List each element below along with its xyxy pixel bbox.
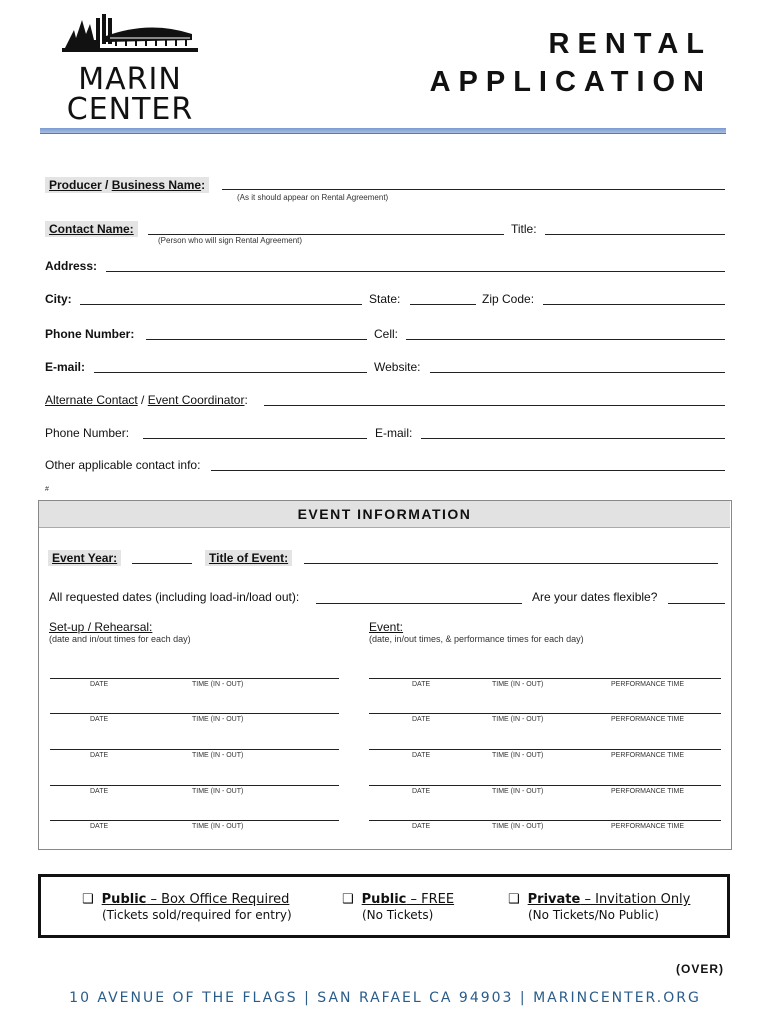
event-schedule-label: Event: <box>369 620 404 634</box>
setup-row-line[interactable] <box>50 749 339 750</box>
alt-contact-label-text: Alternate Contact <box>45 393 138 407</box>
setup-date-caption: DATE <box>90 788 109 795</box>
page-title-line1: RENTAL <box>548 28 712 60</box>
event-performance-caption: PERFORMANCE TIME <box>611 752 684 759</box>
ticket-option-title: Private <box>527 892 581 907</box>
ticket-option-title: Public <box>101 892 147 907</box>
event-coordinator-label-text: Event Coordinator <box>147 393 245 407</box>
contact-name-field[interactable] <box>148 234 504 235</box>
event-performance-caption: PERFORMANCE TIME <box>611 823 684 830</box>
ticket-option-line <box>342 892 454 907</box>
event-performance-caption: PERFORMANCE TIME <box>611 681 684 688</box>
event-time-caption: TIME (IN - OUT) <box>492 788 544 795</box>
event-time-caption: TIME (IN - OUT) <box>492 681 544 688</box>
event-title-label: Title of Event: <box>205 550 292 566</box>
setup-row-line[interactable] <box>50 785 339 786</box>
dates-flexible-label: Are your dates flexible? <box>532 590 658 604</box>
alt-email-field[interactable] <box>421 438 725 439</box>
setup-time-caption: TIME (IN - OUT) <box>192 788 244 795</box>
setup-time-caption: TIME (IN - OUT) <box>192 716 244 723</box>
setup-rehearsal-label: Set-up / Rehearsal: <box>49 620 153 634</box>
ticket-option[interactable] <box>508 892 690 922</box>
event-performance-caption: PERFORMANCE TIME <box>611 788 684 795</box>
ticket-option-desc: – FREE <box>406 892 455 907</box>
ticket-option-title: Public <box>361 892 407 907</box>
city-label: City: <box>45 292 72 306</box>
setup-date-caption: DATE <box>90 752 109 759</box>
event-time-caption: TIME (IN - OUT) <box>492 823 544 830</box>
hash-mark: # <box>45 486 49 493</box>
other-contact-label: Other applicable contact info: <box>45 458 201 472</box>
event-information-title: EVENT INFORMATION <box>297 506 472 522</box>
producer-field[interactable] <box>222 189 725 190</box>
producer-hint: (As it should appear on Rental Agreement) <box>237 193 389 202</box>
over-note: (OVER) <box>676 962 724 976</box>
event-time-caption: TIME (IN - OUT) <box>492 752 544 759</box>
ticket-option[interactable] <box>342 892 454 922</box>
address-field[interactable] <box>106 271 725 272</box>
event-title-field[interactable] <box>304 563 718 564</box>
alt-contact-label <box>45 393 248 407</box>
ticket-option-line <box>508 892 690 907</box>
page-title-line2: APPLICATION <box>429 66 712 98</box>
ticket-option-sub: (No Tickets/No Public) <box>528 908 659 922</box>
setup-rehearsal-hint: (date and in/out times for each day) <box>49 634 191 644</box>
dates-flexible-field[interactable] <box>668 603 725 604</box>
event-row-line[interactable] <box>369 713 721 714</box>
checkbox-icon[interactable]: ❑ <box>508 892 520 907</box>
setup-row-line[interactable] <box>50 820 339 821</box>
event-row-line[interactable] <box>369 749 721 750</box>
alt-email-label: E-mail: <box>375 426 413 440</box>
website-label: Website: <box>374 360 421 374</box>
marin-center-logo <box>60 10 200 127</box>
event-row-line[interactable] <box>369 678 721 679</box>
producer-label <box>45 177 209 193</box>
setup-date-caption: DATE <box>90 823 109 830</box>
event-year-field[interactable] <box>132 563 192 564</box>
event-time-caption: TIME (IN - OUT) <box>492 716 544 723</box>
producer-label-sep: / <box>101 178 112 192</box>
ticket-option-desc: – Box Office Required <box>146 892 290 907</box>
header-rule <box>40 128 726 134</box>
alt-contact-label-sep: / <box>137 393 148 407</box>
event-date-caption: DATE <box>412 752 431 759</box>
logo-line-marin: MARIN <box>78 62 182 97</box>
title-label: Title: <box>511 222 537 236</box>
checkbox-icon[interactable]: ❑ <box>82 892 94 907</box>
setup-time-caption: TIME (IN - OUT) <box>192 681 244 688</box>
logo-line-center: CENTER <box>66 92 194 127</box>
address-label: Address: <box>45 259 98 273</box>
website-field[interactable] <box>430 372 725 373</box>
state-field[interactable] <box>410 304 476 305</box>
event-performance-caption: PERFORMANCE TIME <box>611 716 684 723</box>
email-label: E-mail: <box>45 360 86 374</box>
requested-dates-field[interactable] <box>316 603 522 604</box>
setup-row-line[interactable] <box>50 713 339 714</box>
ticket-option-desc: – Invitation Only <box>580 892 691 907</box>
producer-label-text: Producer <box>49 178 102 192</box>
setup-date-caption: DATE <box>90 681 109 688</box>
cell-label: Cell: <box>374 327 399 341</box>
cell-field[interactable] <box>406 339 725 340</box>
logo-building-icon <box>60 10 200 60</box>
other-contact-field[interactable] <box>211 470 725 471</box>
event-date-caption: DATE <box>412 716 431 723</box>
alt-phone-label: Phone Number: <box>45 426 130 440</box>
event-row-line[interactable] <box>369 820 721 821</box>
alt-contact-field[interactable] <box>264 405 725 406</box>
setup-time-caption: TIME (IN - OUT) <box>192 752 244 759</box>
event-date-caption: DATE <box>412 681 431 688</box>
alt-contact-label-colon: : <box>244 393 248 407</box>
ticket-option-sub: (No Tickets) <box>362 908 434 922</box>
event-schedule-hint: (date, in/out times, & performance times for each day) <box>369 634 584 644</box>
business-name-label-text: Business Name <box>111 178 202 192</box>
ticket-option-line <box>82 892 292 907</box>
requested-dates-label: All requested dates (including load-in/load out): <box>49 590 300 604</box>
event-year-label: Event Year: <box>48 550 121 566</box>
zip-label: Zip Code: <box>482 292 535 306</box>
contact-name-label: Contact Name: <box>45 221 138 237</box>
checkbox-icon[interactable]: ❑ <box>342 892 354 907</box>
event-row-line[interactable] <box>369 785 721 786</box>
contact-name-hint: (Person who will sign Rental Agreement) <box>158 236 303 245</box>
setup-date-caption: DATE <box>90 716 109 723</box>
city-field[interactable] <box>80 304 362 305</box>
setup-time-caption: TIME (IN - OUT) <box>192 823 244 830</box>
state-label: State: <box>369 292 401 306</box>
setup-row-line[interactable] <box>50 678 339 679</box>
zip-field[interactable] <box>543 304 725 305</box>
event-information-section <box>38 500 732 850</box>
ticket-option[interactable] <box>82 892 292 922</box>
event-date-caption: DATE <box>412 788 431 795</box>
event-date-caption: DATE <box>412 823 431 830</box>
phone-label: Phone Number: <box>45 327 135 341</box>
producer-label-colon: : <box>201 178 206 192</box>
alt-phone-field[interactable] <box>143 438 367 439</box>
title-field[interactable] <box>545 234 725 235</box>
email-field[interactable] <box>94 372 367 373</box>
ticket-option-sub: (Tickets sold/required for entry) <box>102 908 292 922</box>
footer-address: 10 AVENUE OF THE FLAGS | SAN RAFAEL CA 94903 | MARINCENTER.ORG <box>69 990 701 1006</box>
phone-field[interactable] <box>146 339 367 340</box>
